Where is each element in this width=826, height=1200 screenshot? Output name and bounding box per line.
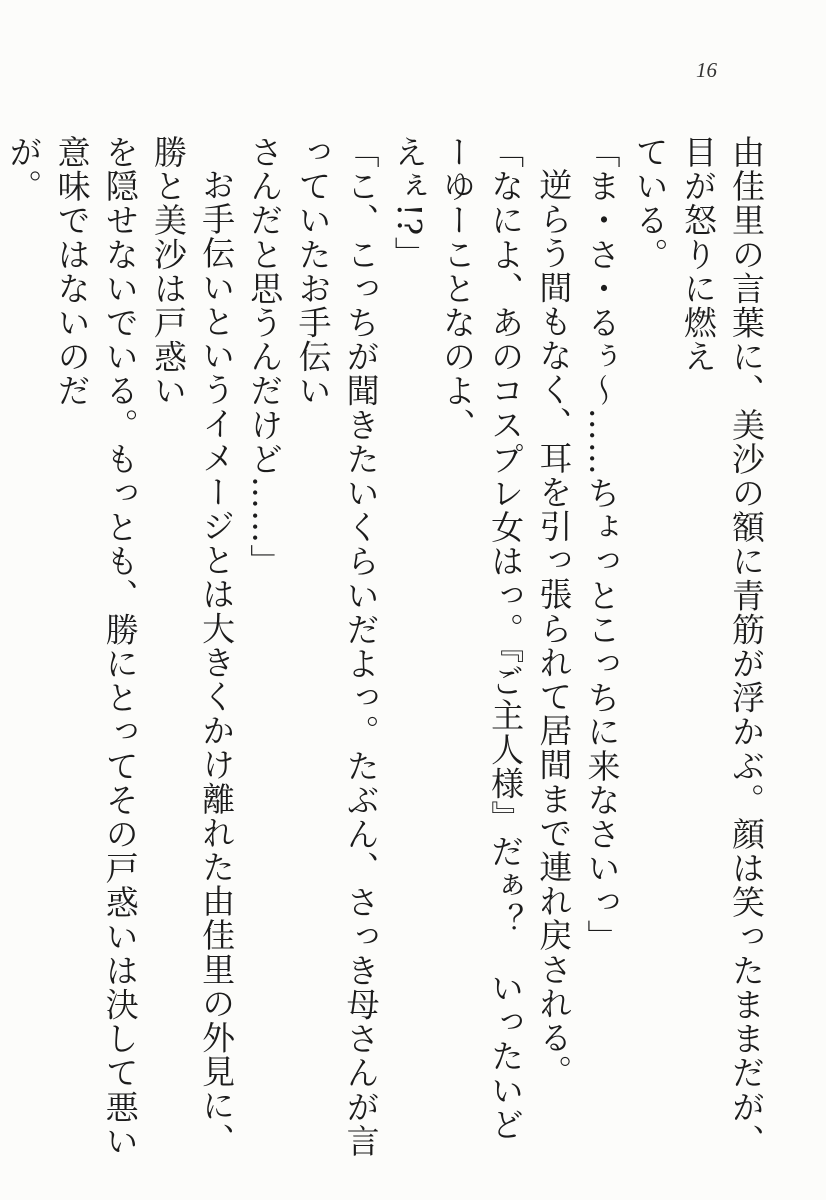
vertical-text-body — [0, 135, 770, 1175]
text-line: お手伝いというイメージとは大きくかけ離れた由佳里の外見に、勝と美沙は戸惑い — [148, 135, 237, 1157]
page-number: 16 — [696, 58, 717, 82]
text-line: 「なによ、あのコスプレ女はっ。『ご主人様』だぁ？ いったいどーゆーことなのよ、 — [437, 135, 526, 1142]
text-line: 由佳里の言葉に、美沙の額に青筋が浮かぶ。顔は笑ったままだが、目が怒りに燃え — [678, 135, 766, 1158]
text-line: が。 — [4, 135, 44, 204]
text-line: 逆らう間もなく、耳を引っ張られて居間まで連れ戻される。 — [534, 168, 574, 1089]
text-line: 「ま・さ・るぅ～……ちょっとこっちに来なさいっ」 — [582, 135, 622, 954]
text-line: さんだと思うんだけど……」 — [245, 135, 285, 579]
text-line: えぇ!?」 — [389, 135, 429, 271]
text-line: を隠せないでいる。もっとも、勝にとってその戸惑いは決して悪い意味ではないのだ — [52, 135, 140, 1158]
text-line: ている。 — [630, 135, 670, 272]
text-line: 「こ、こっちが聞きたいくらいだよっ。たぶん、さっき母さんが言っていたお手伝い — [293, 135, 381, 1158]
